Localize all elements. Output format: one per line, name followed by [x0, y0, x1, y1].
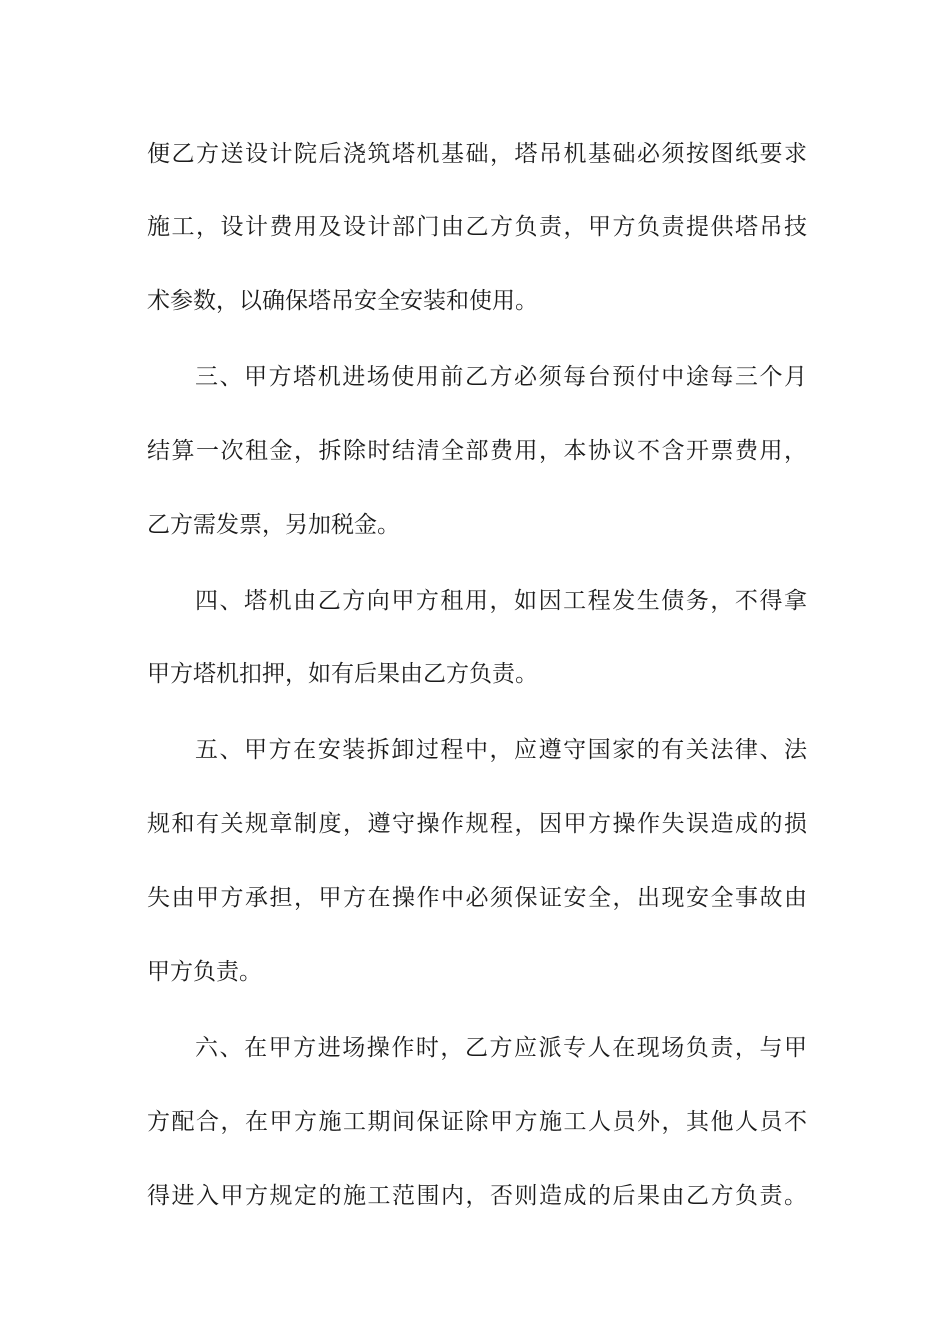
text-line: 甲方塔机扣押，如有后果由乙方负责。	[147, 661, 538, 687]
paragraph-heading-line: 六、在甲方进场操作时，乙方应派专人在现场负责，与甲	[195, 1035, 807, 1061]
text-line: 结算一次租金，拆除时结清全部费用，本协议不含开票费用，	[147, 438, 807, 464]
text-line: 规和有关规章制度，遵守操作规程，因甲方操作失误造成的损	[147, 811, 807, 837]
text-line: 术参数，以确保塔吊安全安装和使用。	[147, 288, 538, 314]
text-line: 乙方需发票，另加税金。	[147, 512, 400, 538]
text-line: 施工，设计费用及设计部门由乙方负责，甲方负责提供塔吊技	[147, 214, 807, 240]
text-line: 失由甲方承担，甲方在操作中必须保证安全，出现安全事故由	[147, 885, 807, 911]
text-line: 甲方负责。	[147, 959, 262, 985]
paragraph-heading-line: 五、甲方在安装拆卸过程中，应遵守国家的有关法律、法	[195, 737, 807, 763]
paragraph-heading-line: 四、塔机由乙方向甲方租用，如因工程发生债务，不得拿	[195, 588, 807, 614]
text-line: 便乙方送设计院后浇筑塔机基础，塔吊机基础必须按图纸要求	[147, 141, 807, 167]
text-line: 得进入甲方规定的施工范围内，否则造成的后果由乙方负责。	[147, 1183, 807, 1209]
text-line: 方配合，在甲方施工期间保证除甲方施工人员外，其他人员不	[147, 1109, 807, 1135]
paragraph-heading-line: 三、甲方塔机进场使用前乙方必须每台预付中途每三个月	[195, 364, 807, 390]
